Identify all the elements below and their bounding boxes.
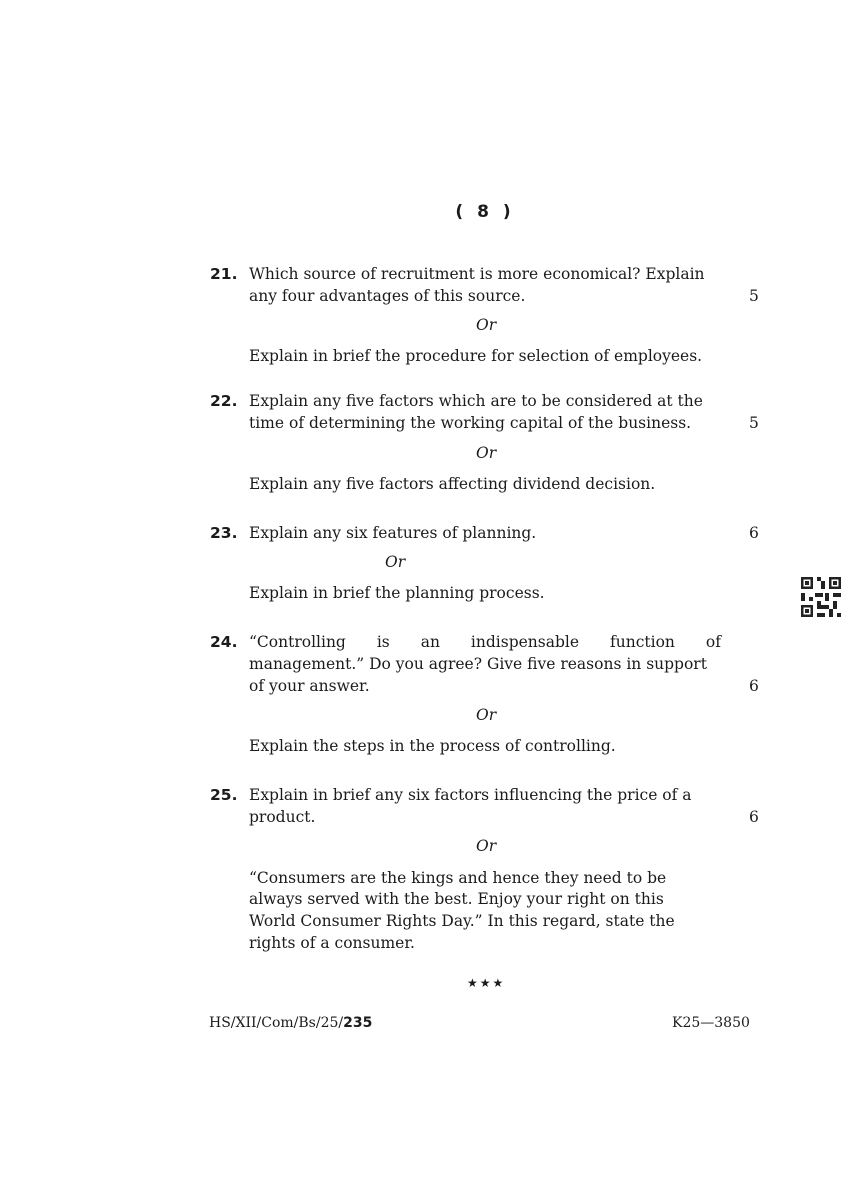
question-number: 25. xyxy=(210,786,238,804)
alternative-question-line: “Consumers are the kings and hence they need to be xyxy=(249,869,667,887)
question-number: 21. xyxy=(210,265,238,283)
or-separator: Or xyxy=(476,837,497,855)
or-separator: Or xyxy=(476,316,497,334)
question-text-line-justified xyxy=(249,633,721,651)
alternative-question-line: rights of a consumer. xyxy=(249,934,415,952)
paper-code xyxy=(209,1015,372,1031)
question-text-line: product. xyxy=(249,808,316,826)
question-number: 24. xyxy=(210,633,238,651)
question-text-line: management.” Do you agree? Give five reasons in support xyxy=(249,655,707,673)
question-text-line: Explain in brief any six factors influencing the price of a xyxy=(249,786,692,804)
question-marks: 6 xyxy=(749,808,759,826)
question-number: 22. xyxy=(210,392,238,410)
question-marks: 5 xyxy=(749,414,759,432)
alternative-question-line: always served with the best. Enjoy your right on this xyxy=(249,890,664,908)
question-number: 23. xyxy=(210,524,238,542)
alternative-question-line: Explain in brief the planning process. xyxy=(249,584,545,602)
page-number: ( 8 ) xyxy=(455,202,515,222)
justified-word: “Controlling xyxy=(249,633,346,651)
alternative-question-line: World Consumer Rights Day.” In this regard, state the xyxy=(249,912,675,930)
justified-word: function xyxy=(610,633,675,651)
question-text-line: Explain any six features of planning. xyxy=(249,524,537,542)
or-separator: Or xyxy=(385,553,406,571)
question-text-line: Explain any five factors which are to be considered at the xyxy=(249,392,703,410)
justified-word: an xyxy=(420,633,440,651)
question-text-line: of your answer. xyxy=(249,677,370,695)
question-marks: 6 xyxy=(749,524,759,542)
question-marks: 6 xyxy=(749,677,759,695)
paper-serial: K25—3850 xyxy=(672,1015,750,1031)
qr-code-icon xyxy=(801,577,841,617)
alternative-question-line: Explain in brief the procedure for selection of employees. xyxy=(249,347,703,365)
alternative-question-line: Explain any five factors affecting dividend decision. xyxy=(249,475,656,493)
alternative-question-line: Explain the steps in the process of controlling. xyxy=(249,737,616,755)
question-text-line: Which source of recruitment is more economical? Explain xyxy=(249,265,705,283)
end-of-paper-marker: ★★★ xyxy=(467,976,506,990)
or-separator: Or xyxy=(476,706,497,724)
justified-word: is xyxy=(376,633,390,651)
paper-code-suffix: 235 xyxy=(343,1015,373,1031)
justified-word: of xyxy=(705,633,721,651)
or-separator: Or xyxy=(476,444,497,462)
justified-word: indispensable xyxy=(470,633,580,651)
paper-code-prefix: HS/XII/Com/Bs/25/ xyxy=(209,1015,344,1031)
question-text-line: time of determining the working capital of the business. xyxy=(249,414,692,432)
question-text-line: any four advantages of this source. xyxy=(249,287,526,305)
question-marks: 5 xyxy=(749,287,759,305)
